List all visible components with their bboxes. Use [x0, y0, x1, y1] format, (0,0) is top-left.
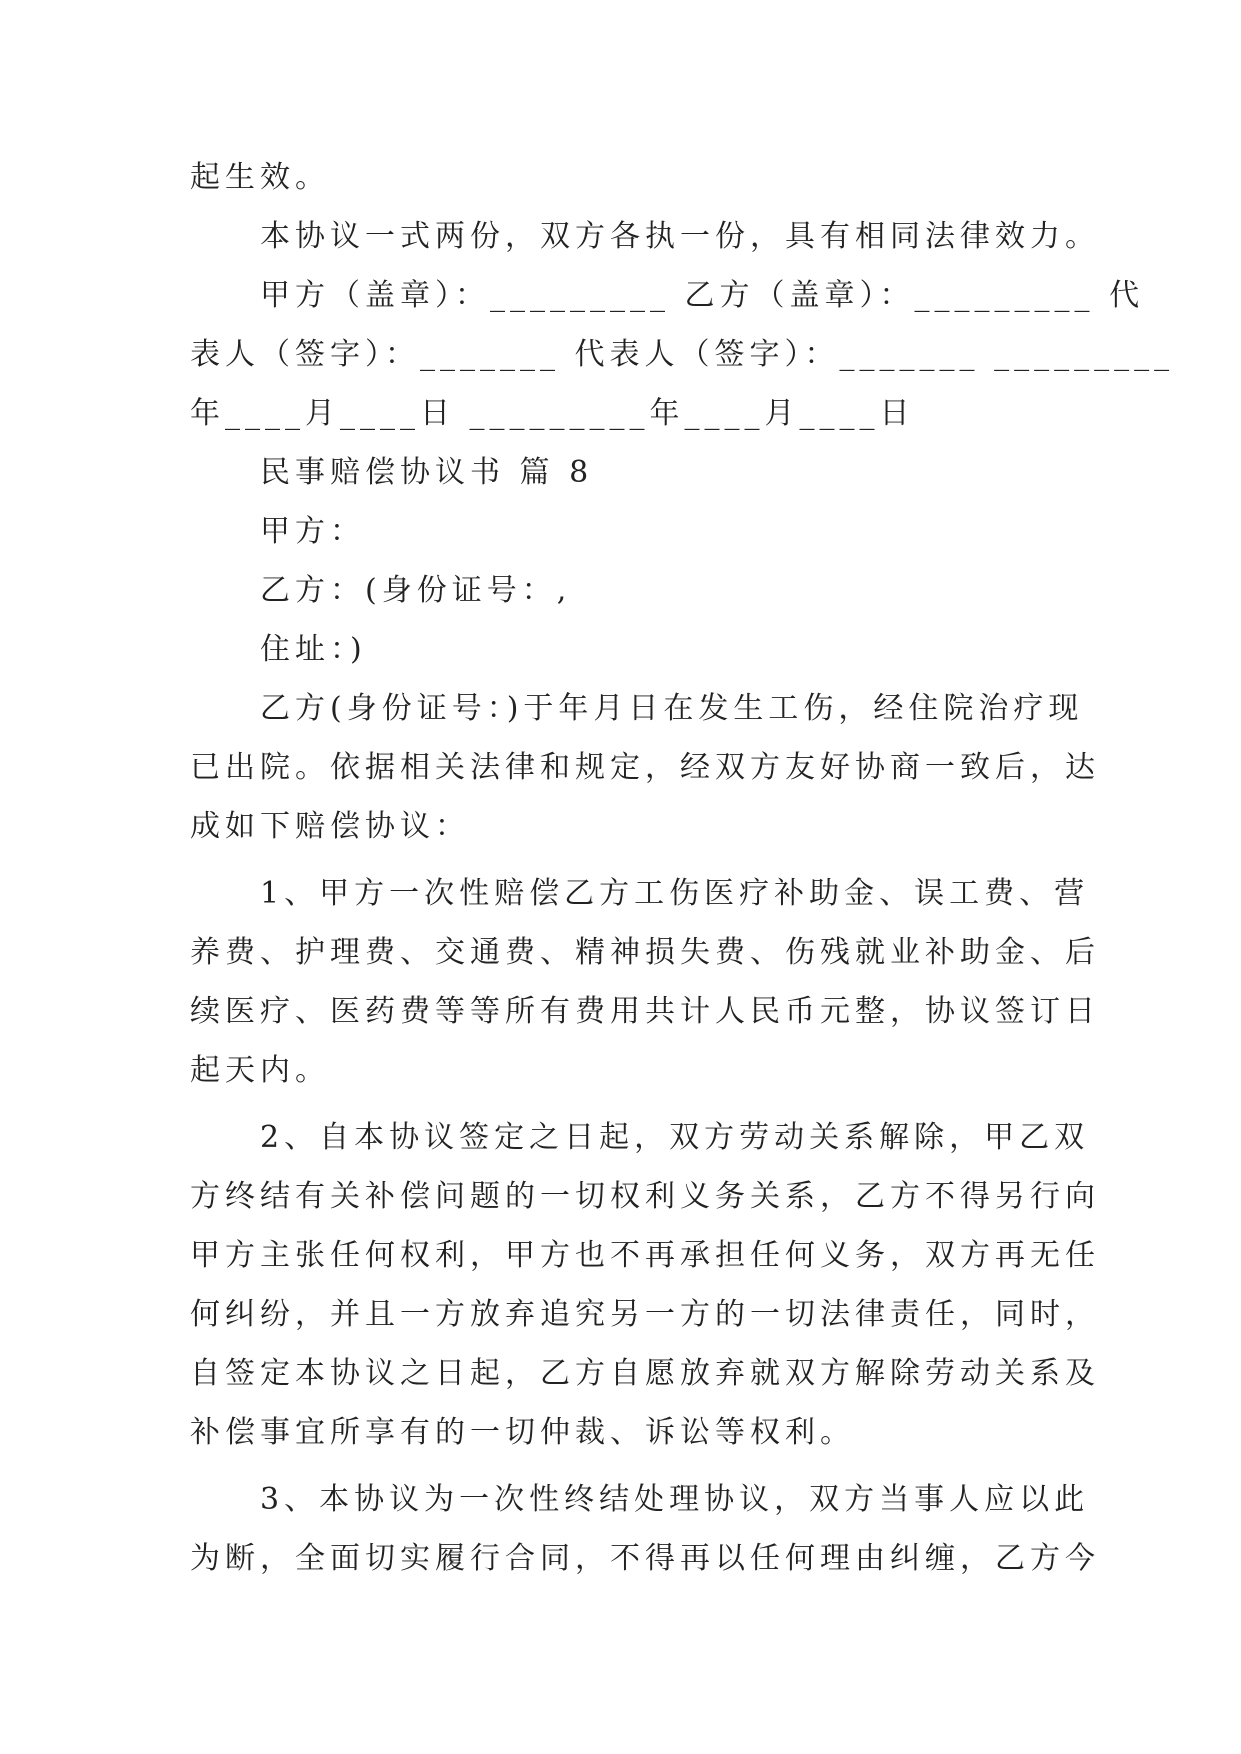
paragraph-gap	[190, 856, 1070, 864]
text-line: 甲方（盖章）：_________ 乙方（盖章）：_________ 代	[260, 278, 1145, 313]
text-line: 表人（签字）：_______ 代表人（签字）：_______ _________	[190, 337, 1175, 372]
text-line: 起生效。	[190, 160, 330, 195]
text-line: 乙方：(身份证号：,	[260, 573, 572, 608]
text-line: 住址：)	[260, 632, 367, 667]
text-line: 方终结有关补偿问题的一切权利义务关系，乙方不得另行向	[190, 1179, 1100, 1214]
text-line: 民事赔偿协议书 篇 8	[260, 455, 594, 490]
text-line: 养费、护理费、交通费、精神损失费、伤残就业补助金、后	[190, 935, 1100, 970]
paragraph-gap	[190, 1462, 1070, 1470]
text-line: 成如下赔偿协议：	[190, 809, 470, 844]
text-line: 1、甲方一次性赔偿乙方工伤医疗补助金、误工费、营	[260, 876, 1090, 911]
text-line: 已出院。依据相关法律和规定，经双方友好协商一致后，达	[190, 750, 1100, 785]
text-line: 本协议一式两份，双方各执一份，具有相同法律效力。	[260, 219, 1100, 254]
text-line: 甲方主张任何权利，甲方也不再承担任何义务，双方再无任	[190, 1238, 1100, 1273]
document-page	[190, 148, 1175, 1588]
text-line: 甲方：	[260, 514, 365, 549]
text-line: 年____月____日 _________年____月____日	[190, 396, 915, 431]
text-line: 何纠纷，并且一方放弃追究另一方的一切法律责任，同时，	[190, 1297, 1100, 1332]
text-line: 乙方(身份证号：)于年月日在发生工伤，经住院治疗现	[260, 691, 1084, 726]
text-line: 起天内。	[190, 1053, 330, 1088]
text-line: 3、本协议为一次性终结处理协议，双方当事人应以此	[260, 1482, 1090, 1517]
text-line: 自签定本协议之日起，乙方自愿放弃就双方解除劳动关系及	[190, 1356, 1100, 1391]
paragraph-gap	[190, 1100, 1070, 1108]
text-line: 2、自本协议签定之日起，双方劳动关系解除，甲乙双	[260, 1120, 1090, 1155]
text-line: 为断，全面切实履行合同，不得再以任何理由纠缠，乙方今	[190, 1541, 1100, 1576]
text-line: 补偿事宜所享有的一切仲裁、诉讼等权利。	[190, 1415, 855, 1450]
text-line: 续医疗、医药费等等所有费用共计人民币元整，协议签订日	[190, 994, 1100, 1029]
